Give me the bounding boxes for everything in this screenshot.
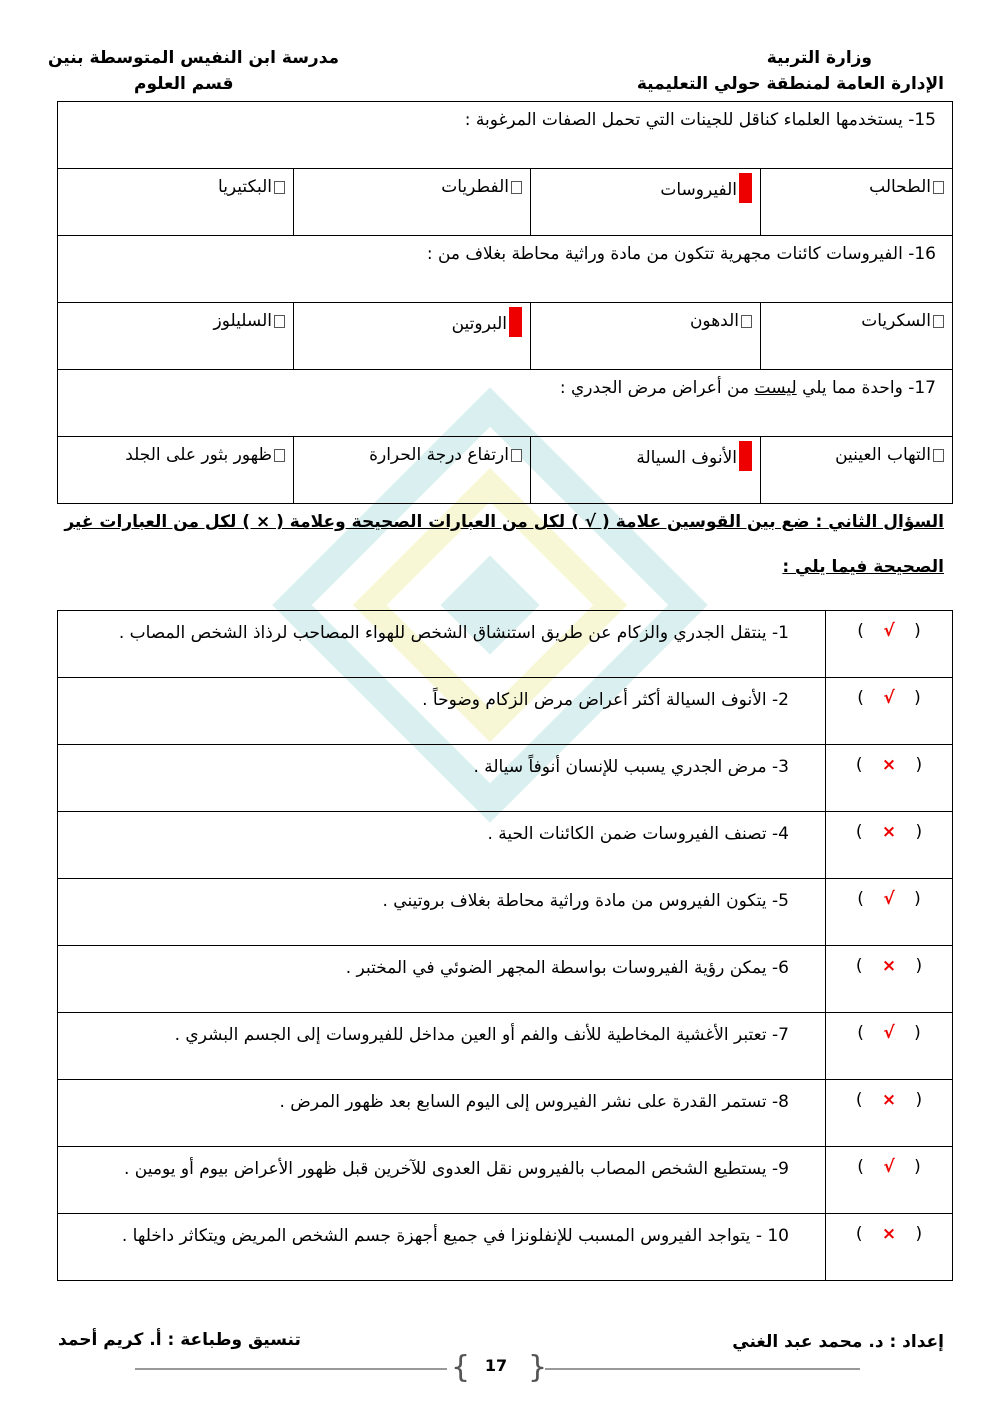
option-label: الفطريات bbox=[441, 177, 509, 197]
option-label: السليلوز bbox=[213, 311, 272, 331]
mcq-table bbox=[57, 101, 953, 504]
answer-mark: √ bbox=[883, 688, 895, 708]
table-row bbox=[58, 1214, 953, 1281]
statement: 7- تعتبر الأغشية المخاطية للأنف والفم أو العين مداخل للفيروسات إلى الجسم البشري . bbox=[58, 1013, 826, 1080]
table-row bbox=[58, 678, 953, 745]
question-number: 16- bbox=[908, 244, 936, 264]
option-fungi[interactable] bbox=[294, 169, 531, 236]
option-runny-nose[interactable] bbox=[531, 437, 761, 504]
checkbox[interactable] bbox=[933, 449, 944, 462]
question-text: من أعراض مرض الجدري : bbox=[559, 378, 750, 398]
option-label: التهاب العينين bbox=[835, 445, 931, 465]
statement: 5- يتكون الفيروس من مادة وراثية محاطة بغلاف بروتيني . bbox=[58, 879, 826, 946]
option-label: السكريات bbox=[861, 311, 931, 331]
option-label: البروتين bbox=[451, 314, 507, 334]
checkbox[interactable] bbox=[274, 315, 285, 328]
option-label: ارتفاع درجة الحرارة bbox=[369, 445, 509, 465]
directorate-name: الإدارة العامة لمنطقة حولي التعليمية bbox=[636, 74, 944, 94]
statement: 9- يستطيع الشخص المصاب بالفيروس نقل العدوى للآخرين قبل ظهور الأعراض بيوم أو يومين . bbox=[58, 1147, 826, 1214]
checkbox[interactable] bbox=[933, 181, 944, 194]
answer-cell[interactable]: ( √ ) bbox=[826, 1013, 953, 1080]
page-number: 17 bbox=[484, 1356, 508, 1375]
checkbox[interactable] bbox=[511, 181, 522, 194]
option-algae[interactable] bbox=[761, 169, 953, 236]
option-label: البكتيريا bbox=[218, 177, 272, 197]
statement: 2- الأنوف السيالة أكثر أعراض مرض الزكام وضوحاً . bbox=[58, 678, 826, 745]
option-skin-blisters[interactable] bbox=[58, 437, 294, 504]
instruction-line1: : ضع بين القوسين علامة ( √ ) لكل من العبارات الصحيحة وعلامة ( × ) لكل من العبارات غير bbox=[64, 512, 823, 532]
checkbox[interactable] bbox=[274, 181, 285, 194]
answer-mark: √ bbox=[883, 621, 895, 641]
answer-cell[interactable]: ( × ) bbox=[826, 1080, 953, 1147]
table-row bbox=[58, 812, 953, 879]
checkbox-selected[interactable] bbox=[509, 307, 522, 337]
answer-mark: √ bbox=[883, 889, 895, 909]
answer-cell[interactable]: ( × ) bbox=[826, 745, 953, 812]
question-text: واحدة مما يلي bbox=[802, 378, 903, 398]
answer-cell[interactable]: ( √ ) bbox=[826, 1147, 953, 1214]
statement: 4- تصنف الفيروسات ضمن الكائنات الحية . bbox=[58, 812, 826, 879]
option-protein[interactable] bbox=[294, 303, 531, 370]
checkbox[interactable] bbox=[933, 315, 944, 328]
option-fats[interactable] bbox=[531, 303, 761, 370]
answer-cell[interactable]: ( √ ) bbox=[826, 678, 953, 745]
answer-mark: × bbox=[881, 822, 897, 842]
page-bracket-right: } bbox=[528, 1350, 548, 1385]
answer-cell[interactable]: ( × ) bbox=[826, 1214, 953, 1281]
answer-cell[interactable]: ( × ) bbox=[826, 946, 953, 1013]
answer-mark: × bbox=[881, 755, 897, 775]
footer-divider-right bbox=[545, 1368, 860, 1370]
option-cellulose[interactable] bbox=[58, 303, 294, 370]
instruction-line2: الصحيحة فيما يلي : bbox=[782, 557, 944, 577]
table-row bbox=[58, 1080, 953, 1147]
statement: 3- مرض الجدري يسبب للإنسان أنوفاً سيالة . bbox=[58, 745, 826, 812]
statement: 1- ينتقل الجدري والزكام عن طريق استنشاق الشخص للهواء المصاحب لرذاذ الشخص المصاب . bbox=[58, 611, 826, 678]
option-label: الأنوف السيالة bbox=[636, 448, 737, 468]
answer-cell[interactable]: ( √ ) bbox=[826, 879, 953, 946]
statement: 8- تستمر القدرة على نشر الفيروس إلى اليوم السابع بعد ظهور المرض . bbox=[58, 1080, 826, 1147]
option-eye-inflammation[interactable] bbox=[761, 437, 953, 504]
answer-mark: √ bbox=[883, 1023, 895, 1043]
true-false-table bbox=[57, 610, 953, 1281]
checkbox[interactable] bbox=[511, 449, 522, 462]
checkbox-selected[interactable] bbox=[739, 441, 752, 471]
option-label: ظهور بثور على الجلد bbox=[125, 445, 272, 465]
answer-mark: × bbox=[881, 1224, 897, 1244]
question-underlined: ليست bbox=[754, 378, 797, 398]
footer-divider-left bbox=[135, 1368, 447, 1370]
table-row bbox=[58, 611, 953, 678]
section2-title: السؤال الثاني bbox=[828, 512, 944, 532]
table-row bbox=[58, 1147, 953, 1214]
section2-instruction bbox=[64, 512, 944, 532]
checkbox[interactable] bbox=[741, 315, 752, 328]
table-row bbox=[58, 946, 953, 1013]
answer-mark: × bbox=[881, 956, 897, 976]
option-fever[interactable] bbox=[294, 437, 531, 504]
table-row bbox=[58, 745, 953, 812]
prepared-by: إعداد : د. محمد عبد الغني bbox=[732, 1332, 944, 1352]
question-text: يستخدمها العلماء كناقل للجينات التي تحمل الصفات المرغوبة : bbox=[464, 110, 903, 130]
option-sugars[interactable] bbox=[761, 303, 953, 370]
checkbox-selected[interactable] bbox=[739, 173, 752, 203]
answer-mark: √ bbox=[883, 1157, 895, 1177]
page-bracket-left: { bbox=[451, 1350, 471, 1385]
table-row bbox=[58, 1013, 953, 1080]
question-number: 17- bbox=[908, 378, 936, 398]
coordination-credit: تنسيق وطباعة : أ. كريم أحمد bbox=[58, 1330, 301, 1350]
option-label: الطحالب bbox=[869, 177, 931, 197]
answer-cell[interactable]: ( √ ) bbox=[826, 611, 953, 678]
table-row bbox=[58, 879, 953, 946]
question-text: الفيروسات كائنات مجهرية تتكون من مادة وراثية محاطة بغلاف من : bbox=[426, 244, 903, 264]
option-label: الفيروسات bbox=[660, 180, 737, 200]
answer-mark: × bbox=[881, 1090, 897, 1110]
question-15 bbox=[58, 102, 953, 169]
option-bacteria[interactable] bbox=[58, 169, 294, 236]
option-viruses[interactable] bbox=[531, 169, 761, 236]
checkbox[interactable] bbox=[274, 449, 285, 462]
statement: 6- يمكن رؤية الفيروسات بواسطة المجهر الضوئي في المختبر . bbox=[58, 946, 826, 1013]
ministry-name: وزارة التربية bbox=[766, 48, 872, 68]
statement: 10 - يتواجد الفيروس المسبب للإنفلونزا في جميع أجهزة جسم الشخص المريض ويتكاثر داخلها . bbox=[58, 1214, 826, 1281]
question-number: 15- bbox=[908, 110, 936, 130]
question-16 bbox=[58, 236, 953, 303]
answer-cell[interactable]: ( × ) bbox=[826, 812, 953, 879]
school-name: مدرسة ابن النفيس المتوسطة بنين bbox=[48, 48, 340, 68]
option-label: الدهون bbox=[689, 311, 739, 331]
question-17 bbox=[58, 370, 953, 437]
department-name: قسم العلوم bbox=[134, 74, 234, 94]
